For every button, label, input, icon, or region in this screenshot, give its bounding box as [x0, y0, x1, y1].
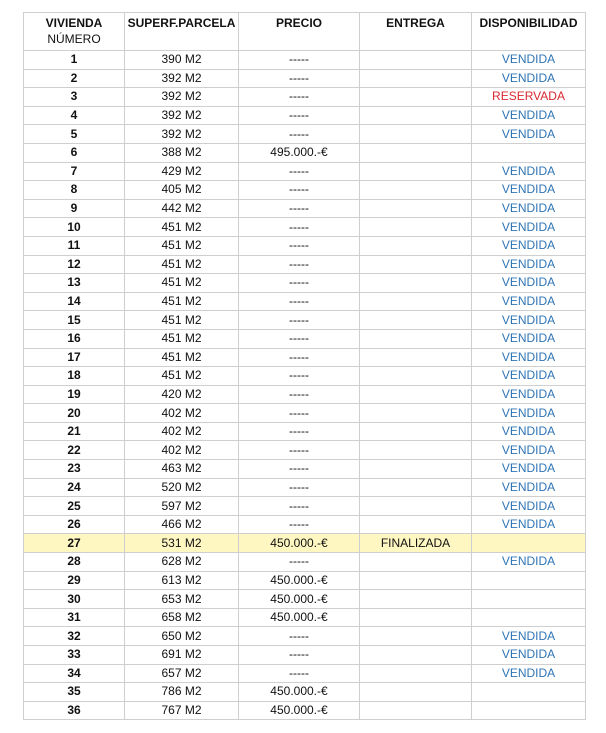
cell-disponibilidad: VENDIDA: [472, 367, 586, 386]
cell-superficie: 429 M2: [125, 162, 239, 181]
cell-entrega: [360, 69, 472, 88]
cell-entrega: [360, 88, 472, 107]
cell-entrega: [360, 106, 472, 125]
table-row: [24, 590, 586, 609]
cell-entrega: [360, 683, 472, 702]
cell-disponibilidad: VENDIDA: [472, 329, 586, 348]
cell-superficie: 388 M2: [125, 143, 239, 162]
cell-superficie: 451 M2: [125, 274, 239, 293]
cell-vivienda-numero: 2: [24, 69, 125, 88]
cell-superficie: 628 M2: [125, 553, 239, 572]
table-row: [24, 69, 586, 88]
cell-vivienda-numero: 14: [24, 292, 125, 311]
cell-entrega: [360, 701, 472, 720]
table-row: [24, 162, 586, 181]
cell-precio: -----: [239, 422, 360, 441]
cell-vivienda-numero: 1: [24, 51, 125, 70]
cell-vivienda-numero: 16: [24, 329, 125, 348]
header-superficie: SUPERF.PARCELA: [125, 13, 239, 51]
table-row: [24, 515, 586, 534]
header-vivienda-label: VIVIENDA: [45, 16, 103, 30]
cell-precio: -----: [239, 646, 360, 665]
table-row: [24, 88, 586, 107]
cell-precio: -----: [239, 292, 360, 311]
cell-disponibilidad: VENDIDA: [472, 478, 586, 497]
cell-precio: -----: [239, 478, 360, 497]
header-precio: PRECIO: [239, 13, 360, 51]
cell-entrega: [360, 664, 472, 683]
cell-superficie: 451 M2: [125, 329, 239, 348]
cell-precio: -----: [239, 515, 360, 534]
cell-superficie: 767 M2: [125, 701, 239, 720]
cell-vivienda-numero: 21: [24, 422, 125, 441]
cell-disponibilidad: VENDIDA: [472, 255, 586, 274]
cell-entrega: [360, 404, 472, 423]
cell-disponibilidad: [472, 683, 586, 702]
table-row: [24, 106, 586, 125]
cell-disponibilidad: VENDIDA: [472, 199, 586, 218]
cell-superficie: 451 M2: [125, 292, 239, 311]
cell-superficie: 392 M2: [125, 125, 239, 144]
table-row: [24, 571, 586, 590]
cell-entrega: [360, 627, 472, 646]
table-row: [24, 125, 586, 144]
table-row: [24, 553, 586, 572]
cell-disponibilidad: VENDIDA: [472, 441, 586, 460]
table-row: [24, 311, 586, 330]
cell-vivienda-numero: 15: [24, 311, 125, 330]
cell-superficie: 451 M2: [125, 218, 239, 237]
cell-disponibilidad: [472, 608, 586, 627]
cell-entrega: [360, 236, 472, 255]
cell-precio: 450.000.-€: [239, 534, 360, 553]
cell-entrega: [360, 571, 472, 590]
table-row: [24, 478, 586, 497]
cell-entrega: [360, 125, 472, 144]
cell-precio: -----: [239, 199, 360, 218]
cell-precio: -----: [239, 497, 360, 516]
cell-precio: -----: [239, 255, 360, 274]
cell-vivienda-numero: 32: [24, 627, 125, 646]
cell-precio: -----: [239, 664, 360, 683]
cell-superficie: 613 M2: [125, 571, 239, 590]
cell-vivienda-numero: 6: [24, 143, 125, 162]
cell-disponibilidad: VENDIDA: [472, 236, 586, 255]
cell-superficie: 597 M2: [125, 497, 239, 516]
cell-superficie: 463 M2: [125, 460, 239, 479]
cell-precio: -----: [239, 69, 360, 88]
table-row: [24, 627, 586, 646]
cell-vivienda-numero: 19: [24, 385, 125, 404]
cell-vivienda-numero: 7: [24, 162, 125, 181]
cell-superficie: 402 M2: [125, 441, 239, 460]
cell-superficie: 466 M2: [125, 515, 239, 534]
cell-entrega: [360, 553, 472, 572]
cell-disponibilidad: VENDIDA: [472, 181, 586, 200]
header-numero-label: NÚMERO: [47, 32, 101, 46]
cell-precio: 450.000.-€: [239, 683, 360, 702]
cell-vivienda-numero: 18: [24, 367, 125, 386]
cell-superficie: 451 M2: [125, 255, 239, 274]
cell-entrega: [360, 460, 472, 479]
cell-vivienda-numero: 12: [24, 255, 125, 274]
cell-superficie: 402 M2: [125, 404, 239, 423]
cell-entrega: [360, 143, 472, 162]
cell-precio: -----: [239, 162, 360, 181]
table-row: [24, 255, 586, 274]
table-row: [24, 683, 586, 702]
table-row: [24, 441, 586, 460]
cell-precio: 450.000.-€: [239, 571, 360, 590]
cell-precio: -----: [239, 88, 360, 107]
availability-table: [23, 12, 586, 720]
cell-precio: -----: [239, 106, 360, 125]
table-row: [24, 143, 586, 162]
cell-disponibilidad: VENDIDA: [472, 553, 586, 572]
cell-entrega: [360, 329, 472, 348]
cell-precio: -----: [239, 311, 360, 330]
cell-superficie: 405 M2: [125, 181, 239, 200]
cell-disponibilidad: VENDIDA: [472, 515, 586, 534]
header-disponibilidad: DISPONIBILIDAD: [472, 13, 586, 51]
cell-disponibilidad: VENDIDA: [472, 646, 586, 665]
cell-disponibilidad: VENDIDA: [472, 51, 586, 70]
cell-entrega: [360, 181, 472, 200]
cell-precio: -----: [239, 404, 360, 423]
cell-entrega: [360, 478, 472, 497]
cell-vivienda-numero: 28: [24, 553, 125, 572]
cell-entrega: FINALIZADA: [360, 534, 472, 553]
cell-vivienda-numero: 25: [24, 497, 125, 516]
table-row: [24, 367, 586, 386]
cell-precio: -----: [239, 125, 360, 144]
cell-entrega: [360, 292, 472, 311]
cell-superficie: 451 M2: [125, 367, 239, 386]
cell-entrega: [360, 590, 472, 609]
table-row: [24, 701, 586, 720]
cell-vivienda-numero: 33: [24, 646, 125, 665]
table-row: [24, 348, 586, 367]
cell-entrega: [360, 162, 472, 181]
cell-entrega: [360, 311, 472, 330]
cell-vivienda-numero: 30: [24, 590, 125, 609]
cell-entrega: [360, 199, 472, 218]
table-header: [24, 13, 586, 51]
cell-vivienda-numero: 24: [24, 478, 125, 497]
cell-entrega: [360, 218, 472, 237]
cell-superficie: 390 M2: [125, 51, 239, 70]
cell-precio: -----: [239, 236, 360, 255]
cell-entrega: [360, 441, 472, 460]
cell-superficie: 392 M2: [125, 69, 239, 88]
cell-disponibilidad: VENDIDA: [472, 162, 586, 181]
cell-precio: -----: [239, 329, 360, 348]
cell-superficie: 451 M2: [125, 236, 239, 255]
table-row: [24, 497, 586, 516]
cell-vivienda-numero: 29: [24, 571, 125, 590]
cell-precio: -----: [239, 553, 360, 572]
cell-superficie: 520 M2: [125, 478, 239, 497]
cell-disponibilidad: [472, 534, 586, 553]
table-row: [24, 329, 586, 348]
cell-entrega: [360, 367, 472, 386]
cell-precio: -----: [239, 367, 360, 386]
table-row: [24, 292, 586, 311]
availability-table-container: [23, 12, 586, 720]
table-row: [24, 664, 586, 683]
cell-precio: 450.000.-€: [239, 701, 360, 720]
table-row: [24, 181, 586, 200]
header-vivienda: [24, 13, 125, 51]
header-entrega: ENTREGA: [360, 13, 472, 51]
cell-entrega: [360, 515, 472, 534]
header-row: [24, 13, 586, 51]
cell-superficie: 658 M2: [125, 608, 239, 627]
cell-precio: 495.000.-€: [239, 143, 360, 162]
cell-precio: -----: [239, 627, 360, 646]
cell-precio: -----: [239, 218, 360, 237]
cell-precio: -----: [239, 348, 360, 367]
cell-disponibilidad: VENDIDA: [472, 69, 586, 88]
cell-disponibilidad: [472, 571, 586, 590]
cell-disponibilidad: VENDIDA: [472, 404, 586, 423]
table-row: [24, 534, 586, 553]
cell-entrega: [360, 608, 472, 627]
cell-precio: -----: [239, 51, 360, 70]
cell-vivienda-numero: 9: [24, 199, 125, 218]
cell-vivienda-numero: 13: [24, 274, 125, 293]
cell-disponibilidad: VENDIDA: [472, 348, 586, 367]
table-row: [24, 646, 586, 665]
cell-entrega: [360, 274, 472, 293]
cell-superficie: 653 M2: [125, 590, 239, 609]
cell-vivienda-numero: 26: [24, 515, 125, 534]
cell-vivienda-numero: 34: [24, 664, 125, 683]
table-row: [24, 199, 586, 218]
cell-precio: -----: [239, 181, 360, 200]
cell-superficie: 451 M2: [125, 311, 239, 330]
cell-vivienda-numero: 10: [24, 218, 125, 237]
cell-entrega: [360, 255, 472, 274]
cell-disponibilidad: VENDIDA: [472, 311, 586, 330]
cell-disponibilidad: VENDIDA: [472, 106, 586, 125]
cell-vivienda-numero: 17: [24, 348, 125, 367]
cell-vivienda-numero: 4: [24, 106, 125, 125]
cell-entrega: [360, 348, 472, 367]
cell-disponibilidad: VENDIDA: [472, 292, 586, 311]
cell-disponibilidad: [472, 701, 586, 720]
cell-disponibilidad: RESERVADA: [472, 88, 586, 107]
cell-vivienda-numero: 35: [24, 683, 125, 702]
table-row: [24, 274, 586, 293]
cell-precio: -----: [239, 274, 360, 293]
cell-superficie: 531 M2: [125, 534, 239, 553]
cell-disponibilidad: VENDIDA: [472, 422, 586, 441]
cell-vivienda-numero: 23: [24, 460, 125, 479]
cell-vivienda-numero: 31: [24, 608, 125, 627]
cell-superficie: 392 M2: [125, 88, 239, 107]
cell-entrega: [360, 646, 472, 665]
cell-vivienda-numero: 27: [24, 534, 125, 553]
cell-precio: 450.000.-€: [239, 608, 360, 627]
cell-entrega: [360, 51, 472, 70]
cell-vivienda-numero: 5: [24, 125, 125, 144]
cell-vivienda-numero: 3: [24, 88, 125, 107]
cell-precio: -----: [239, 441, 360, 460]
cell-superficie: 451 M2: [125, 348, 239, 367]
cell-entrega: [360, 422, 472, 441]
cell-superficie: 392 M2: [125, 106, 239, 125]
cell-vivienda-numero: 20: [24, 404, 125, 423]
cell-entrega: [360, 497, 472, 516]
cell-superficie: 402 M2: [125, 422, 239, 441]
cell-disponibilidad: VENDIDA: [472, 385, 586, 404]
table-row: [24, 404, 586, 423]
cell-disponibilidad: [472, 590, 586, 609]
table-row: [24, 608, 586, 627]
table-row: [24, 422, 586, 441]
cell-superficie: 786 M2: [125, 683, 239, 702]
cell-vivienda-numero: 11: [24, 236, 125, 255]
cell-disponibilidad: [472, 143, 586, 162]
cell-vivienda-numero: 8: [24, 181, 125, 200]
table-row: [24, 385, 586, 404]
cell-disponibilidad: VENDIDA: [472, 664, 586, 683]
cell-precio: 450.000.-€: [239, 590, 360, 609]
cell-disponibilidad: VENDIDA: [472, 497, 586, 516]
table-row: [24, 236, 586, 255]
cell-superficie: 657 M2: [125, 664, 239, 683]
cell-superficie: 442 M2: [125, 199, 239, 218]
cell-superficie: 420 M2: [125, 385, 239, 404]
table-row: [24, 51, 586, 70]
cell-superficie: 650 M2: [125, 627, 239, 646]
cell-precio: -----: [239, 385, 360, 404]
cell-disponibilidad: VENDIDA: [472, 218, 586, 237]
cell-disponibilidad: VENDIDA: [472, 274, 586, 293]
cell-precio: -----: [239, 460, 360, 479]
cell-disponibilidad: VENDIDA: [472, 627, 586, 646]
cell-vivienda-numero: 36: [24, 701, 125, 720]
cell-entrega: [360, 385, 472, 404]
cell-disponibilidad: VENDIDA: [472, 460, 586, 479]
table-body: [24, 51, 586, 720]
cell-disponibilidad: VENDIDA: [472, 125, 586, 144]
cell-superficie: 691 M2: [125, 646, 239, 665]
table-row: [24, 460, 586, 479]
cell-vivienda-numero: 22: [24, 441, 125, 460]
table-row: [24, 218, 586, 237]
